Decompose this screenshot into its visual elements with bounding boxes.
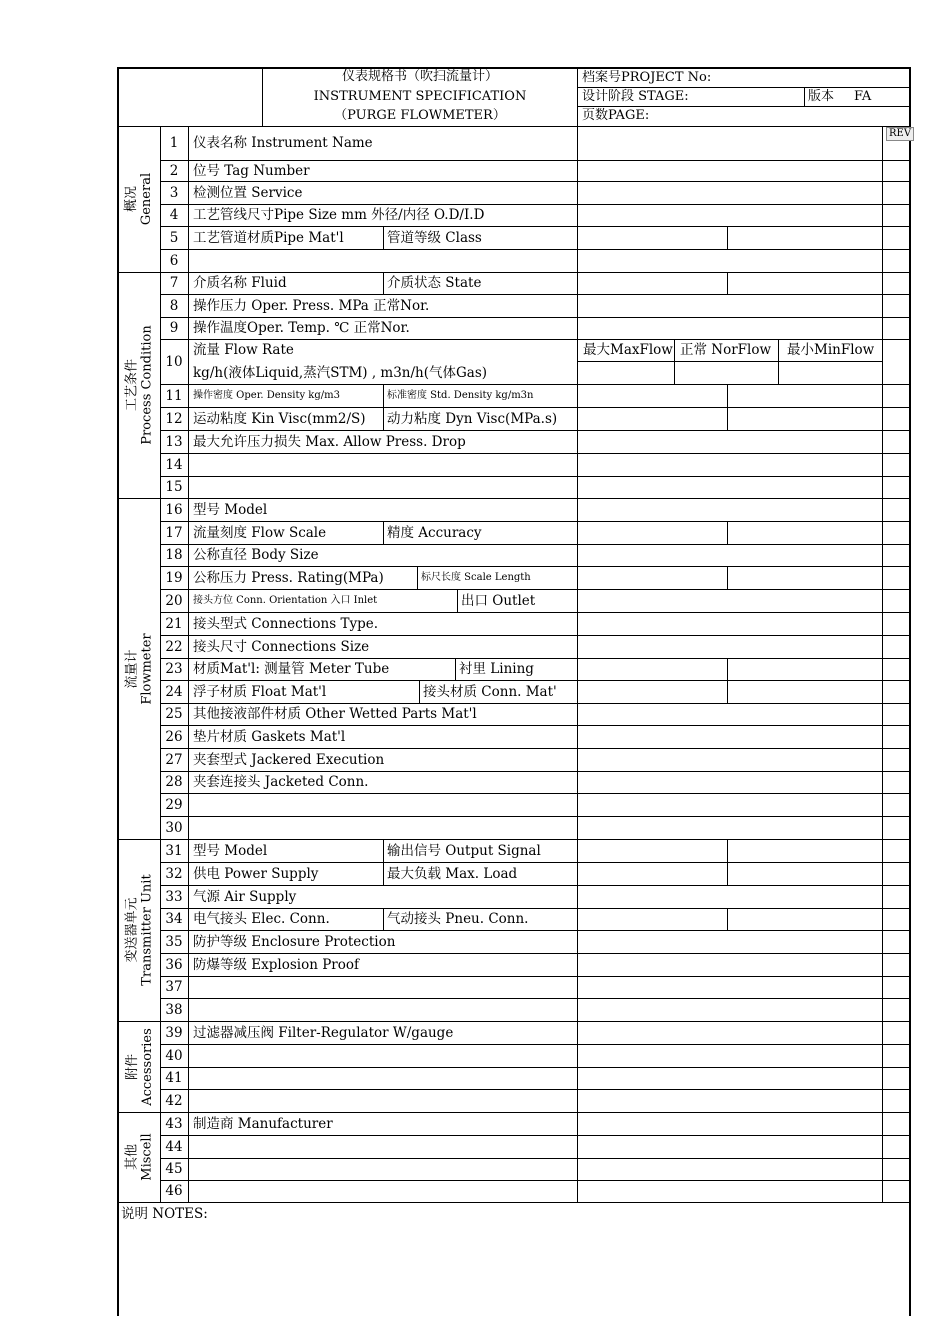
row-number: 44 (165, 1139, 183, 1155)
grid-hline (160, 521, 909, 522)
row-label: 操作压力 Oper. Press. MPa 正常Nor. (193, 298, 430, 314)
row-number: 38 (165, 1002, 183, 1018)
row-number: 25 (165, 706, 183, 722)
row-number: 33 (165, 889, 183, 905)
title-cn: 仪表规格书（吹扫流量计） (341, 69, 498, 84)
grid-vline (577, 126, 578, 1202)
row-number: 20 (165, 593, 183, 609)
grid-hline (160, 204, 909, 205)
grid-hline (160, 1158, 909, 1159)
row-label-b: 介质状态 State (387, 275, 482, 291)
grid-vline (383, 272, 384, 294)
row-number: 13 (165, 434, 183, 450)
row-label-b: 出口 Outlet (461, 593, 536, 609)
grid-hline (160, 544, 909, 545)
grid-hline (160, 1044, 909, 1045)
row-number: 8 (169, 298, 179, 314)
grid-hline (160, 658, 909, 659)
row-label: 防爆等级 Explosion Proof (193, 957, 359, 973)
section-label (119, 1112, 160, 1202)
grid-hline (160, 680, 909, 681)
grid-vline (419, 680, 420, 703)
grid-hline (160, 476, 909, 477)
grid-hline (160, 1180, 909, 1181)
grid-vline (727, 407, 728, 430)
grid-vline (727, 226, 728, 249)
row-number: 40 (165, 1048, 183, 1064)
section-label-en: Transmitter Unit (139, 874, 155, 986)
row-number: 27 (165, 752, 183, 768)
row-label: 电气接头 Elec. Conn. (193, 911, 330, 927)
grid-hline (160, 1135, 909, 1136)
grid-hline (160, 771, 909, 772)
grid-hline (160, 998, 909, 999)
grid-vline (804, 87, 805, 106)
flow-min-label: 最小MinFlow (787, 342, 875, 358)
grid-hline (160, 1067, 909, 1068)
grid-hline (160, 908, 909, 909)
row-number: 30 (165, 820, 183, 836)
section-label (119, 126, 160, 272)
grid-hline (117, 126, 909, 127)
grid-hline (160, 862, 909, 863)
grid-hline (160, 249, 909, 250)
notes-label: 说明 NOTES: (121, 1206, 208, 1222)
grid-vline (727, 521, 728, 544)
grid-hline (160, 317, 909, 318)
row-label: 检测位置 Service (193, 185, 303, 201)
row-number: 37 (165, 979, 183, 995)
grid-vline (674, 339, 675, 384)
row-number: 26 (165, 729, 183, 745)
grid-hline (160, 885, 909, 886)
row-number: 1 (169, 135, 179, 151)
row-number: 14 (165, 457, 183, 473)
grid-vline (188, 126, 189, 1202)
grid-hline (160, 793, 909, 794)
section-label-en: Miscell (139, 1133, 155, 1181)
grid-hline (160, 748, 909, 749)
row-number: 31 (165, 843, 183, 859)
row-label: 流量刻度 Flow Scale (193, 525, 327, 541)
grid-vline (727, 839, 728, 862)
grid-vline (727, 658, 728, 680)
grid-vline (417, 566, 418, 589)
grid-vline (383, 862, 384, 885)
row-label-b: 输出信号 Output Signal (387, 843, 541, 859)
row-label: 最大允许压力损失 Max. Allow Press. Drop (193, 434, 466, 450)
row-label: 浮子材质 Float Mat'l (193, 684, 327, 700)
grid-hline (160, 953, 909, 954)
row-number: 42 (165, 1093, 183, 1109)
row-number: 46 (165, 1183, 183, 1199)
section-label-cn: 附件 (124, 1053, 140, 1080)
grid-vline (727, 680, 728, 703)
grid-vline (882, 126, 883, 1202)
row-number: 22 (165, 639, 183, 655)
row-label-b: 气动接头 Pneu. Conn. (387, 911, 529, 927)
row-label: 垫片材质 Gaskets Mat'l (193, 729, 346, 745)
grid-hline (160, 816, 909, 817)
section-label (119, 1021, 160, 1112)
grid-vline (457, 589, 458, 612)
row-number: 39 (165, 1025, 183, 1041)
row-number: 24 (165, 684, 183, 700)
grid-hline (577, 87, 909, 88)
grid-vline (383, 839, 384, 862)
title-sub: （PURGE FLOWMETER） (334, 108, 506, 123)
row-number: 29 (165, 797, 183, 813)
row-label-b: 动力粘度 Dyn Visc(MPa.s) (387, 411, 558, 427)
row-label: 型号 Model (193, 502, 268, 518)
grid-vline (727, 566, 728, 589)
grid-hline (160, 725, 909, 726)
flow-nor-label: 正常 NorFlow (680, 342, 772, 358)
row-number: 35 (165, 934, 183, 950)
row-number: 32 (165, 866, 183, 882)
row-label-b: 衬里 Lining (459, 661, 534, 677)
grid-vline (727, 908, 728, 930)
row-label: 公称直径 Body Size (193, 547, 319, 563)
row-number: 28 (165, 774, 183, 790)
title-en: INSTRUMENT SPECIFICATION (313, 89, 527, 104)
grid-hline (160, 226, 909, 227)
row-label: 夹套型式 Jackered Execution (193, 752, 385, 768)
row-label: 操作密度 Oper. Density kg/m3 (193, 390, 340, 401)
row-label: 防护等级 Enclosure Protection (193, 934, 396, 950)
row-label: 工艺管线尺寸Pipe Size mm 外径/内径 O.D/I.D (193, 207, 485, 223)
row-label: 接头型式 Connections Type. (193, 616, 379, 632)
row-number: 34 (165, 911, 183, 927)
row-label: 介质名称 Fluid (193, 275, 287, 291)
row-number: 43 (165, 1116, 183, 1132)
row-label-2: kg/h(液体Liquid,蒸汽STM) , m3n/h(气体Gas) (193, 365, 488, 381)
section-label-cn: 流量计 (124, 648, 140, 689)
row-number: 45 (165, 1161, 183, 1177)
row-label-b: 接头材质 Conn. Mat' (423, 684, 557, 700)
section-label-en: Process Condition (139, 325, 155, 445)
section-label-en: Flowmeter (139, 632, 155, 705)
section-label-en: Accessories (139, 1027, 155, 1106)
grid-vline (383, 908, 384, 930)
grid-vline (778, 339, 779, 384)
row-label: 仪表名称 Instrument Name (193, 135, 373, 151)
row-label: 供电 Power Supply (193, 866, 319, 882)
section-label (119, 498, 160, 839)
row-number: 11 (165, 388, 183, 404)
grid-hline (160, 703, 909, 704)
grid-hline (117, 839, 909, 840)
grid-hline (117, 1021, 909, 1022)
grid-hline (160, 1089, 909, 1090)
grid-hline (160, 453, 909, 454)
row-label: 公称压力 Press. Rating(MPa) (193, 570, 384, 586)
row-number: 7 (169, 275, 179, 291)
row-number: 18 (165, 547, 183, 563)
grid-hline (160, 384, 909, 385)
row-number: 2 (169, 163, 179, 179)
row-label: 过滤器减压阀 Filter-Regulator W/gauge (193, 1025, 454, 1041)
row-number: 15 (165, 479, 183, 495)
row-label-b: 标准密度 Std. Density kg/m3n (387, 390, 534, 401)
row-number: 19 (165, 570, 183, 586)
row-number: 23 (165, 661, 183, 677)
row-label: 接头方位 Conn. Orientation 入口 Inlet (193, 595, 378, 606)
grid-vline (909, 67, 911, 1316)
grid-hline (117, 1112, 909, 1113)
row-label-b: 最大负载 Max. Load (387, 866, 518, 882)
grid-hline (117, 498, 909, 499)
section-label (119, 272, 160, 498)
grid-vline (727, 384, 728, 407)
grid-hline (160, 430, 909, 431)
grid-hline (160, 407, 909, 408)
grid-vline (455, 658, 456, 680)
row-number: 6 (169, 253, 179, 269)
row-label: 接头尺寸 Connections Size (193, 639, 370, 655)
row-label: 运动粘度 Kin Visc(mm2/S) (193, 411, 366, 427)
grid-hline (160, 976, 909, 977)
row-label: 材质Mat'l: 测量管 Meter Tube (193, 661, 390, 677)
grid-vline (383, 226, 384, 249)
grid-hline (160, 181, 909, 182)
grid-vline (383, 521, 384, 544)
section-label-cn: 其他 (124, 1144, 140, 1171)
grid-hline (160, 930, 909, 931)
rev-label: REV (886, 127, 914, 141)
grid-hline (117, 1202, 909, 1203)
row-number: 21 (165, 616, 183, 632)
row-number: 3 (169, 185, 179, 201)
row-label: 其他接液部件材质 Other Wetted Parts Mat'l (193, 706, 477, 722)
row-number: 12 (165, 411, 183, 427)
grid-hline (160, 612, 909, 613)
row-label: 位号 Tag Number (193, 163, 310, 179)
row-label: 工艺管道材质Pipe Mat'l (193, 230, 344, 246)
section-label-en: General (139, 172, 155, 226)
row-label-b: 管道等级 Class (387, 230, 482, 246)
row-number: 41 (165, 1070, 183, 1086)
flow-max-label: 最大MaxFlow (583, 342, 673, 358)
project-label: 档案号PROJECT No: (582, 70, 712, 85)
page-label: 页数PAGE: (582, 108, 650, 123)
grid-hline (160, 160, 909, 161)
row-label: 操作温度Oper. Temp. ℃ 正常Nor. (193, 320, 410, 336)
grid-hline (577, 106, 909, 107)
grid-hline (160, 589, 909, 590)
grid-vline (383, 384, 384, 407)
row-label: 型号 Model (193, 843, 268, 859)
row-label: 气源 Air Supply (193, 889, 297, 905)
grid-hline (160, 339, 909, 340)
row-number: 10 (165, 354, 183, 370)
row-number: 16 (165, 502, 183, 518)
grid-vline (727, 272, 728, 294)
row-label: 夹套连接头 Jacketed Conn. (193, 774, 369, 790)
row-number: 36 (165, 957, 183, 973)
row-number: 5 (169, 230, 179, 246)
row-label-b: 标尺长度 Scale Length (421, 572, 531, 583)
section-label (119, 839, 160, 1021)
row-label: 流量 Flow Rate (193, 342, 294, 358)
section-label-cn: 概况 (124, 186, 140, 213)
section-label-cn: 变送器单元 (124, 897, 140, 963)
row-number: 9 (169, 320, 179, 336)
grid-hline (577, 361, 882, 362)
row-label-b: 精度 Accuracy (387, 525, 482, 541)
grid-hline (117, 272, 909, 273)
stage-label: 设计阶段 STAGE: (582, 89, 689, 104)
grid-vline (383, 407, 384, 430)
row-number: 4 (169, 207, 179, 223)
version-label: 版本 (808, 89, 835, 104)
grid-hline (160, 566, 909, 567)
grid-vline (727, 862, 728, 885)
section-label-cn: 工艺条件 (124, 358, 140, 412)
row-number: 17 (165, 525, 183, 541)
row-label: 制造商 Manufacturer (193, 1116, 333, 1132)
version-value: FA (854, 89, 872, 104)
grid-hline (160, 294, 909, 295)
grid-hline (160, 635, 909, 636)
